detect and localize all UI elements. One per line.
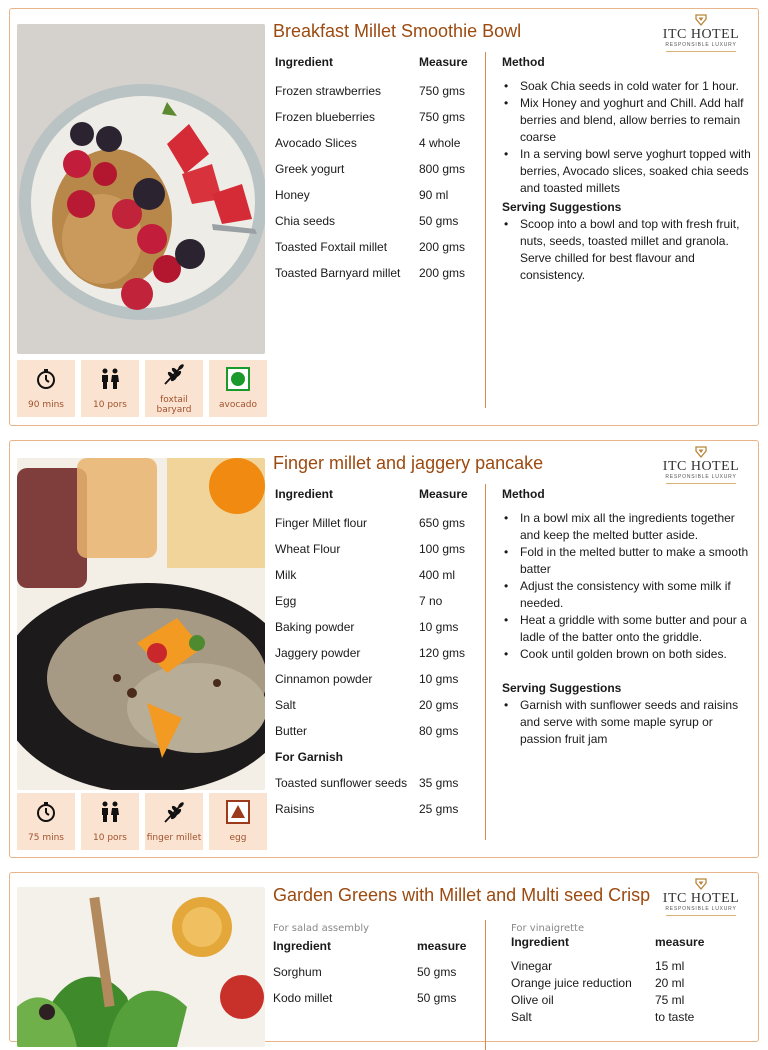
ingredient-row <box>275 536 485 562</box>
badge <box>209 360 267 417</box>
ingredient-measure: 80 gms <box>419 724 459 738</box>
ingredient-measure: 100 gms <box>419 542 466 556</box>
ingredient-row <box>511 974 751 991</box>
method-header: Method <box>502 54 545 69</box>
recipe-title: Finger millet and jaggery pancake <box>273 453 544 473</box>
ingredient-name: Finger Millet flour <box>275 516 368 530</box>
ingredient-row <box>275 208 485 234</box>
serving-list <box>502 697 752 748</box>
badge-label: 90 mins <box>28 400 64 410</box>
column-divider <box>485 484 486 840</box>
method-header: Method <box>502 486 545 501</box>
ingredient-measure: 120 gms <box>419 646 466 660</box>
ingredient-name: Kodo millet <box>273 991 333 1005</box>
ingredient-table <box>275 484 485 822</box>
serving-header: Serving Suggestions <box>502 200 622 214</box>
ingredient-row <box>275 130 485 156</box>
ingredient-row <box>275 234 485 260</box>
itc-hotel-logo <box>656 878 746 916</box>
ingredient-measure: 10 gms <box>419 672 459 686</box>
ingredient-row <box>275 718 485 744</box>
column-divider <box>485 52 486 408</box>
ingredient-measure: 20 ml <box>655 975 685 990</box>
ingredient-measure: 50 gms <box>417 965 457 979</box>
method-step: • Adjust the consistency with some milk if needed. <box>502 578 752 612</box>
logo-tagline: RESPONSIBLE LUXURY <box>665 42 737 48</box>
method-step: • Cook until golden brown on both sides. <box>502 646 752 663</box>
veg-mark-icon <box>226 367 250 400</box>
method-step: • Soak Chia seeds in cold water for 1 hour. <box>502 78 752 95</box>
ingredient-table-header <box>275 52 485 72</box>
badge-row <box>17 360 267 417</box>
badge <box>209 793 267 850</box>
logo-name: ITC HOTEL <box>662 891 740 906</box>
people-icon <box>98 367 122 400</box>
logo-name: ITC HOTEL <box>662 27 740 42</box>
ingredient-name: Avocado Slices <box>275 136 357 150</box>
ingredient-name: Frozen blueberries <box>275 110 376 124</box>
badge-label: foxtail baryard <box>156 395 192 415</box>
grain-icon <box>162 362 186 395</box>
ingredient-row <box>275 640 485 666</box>
badge-label: 75 mins <box>28 833 64 843</box>
recipe-title: Breakfast Millet Smoothie Bowl <box>273 21 522 41</box>
ingredient-name: Cinnamon powder <box>275 672 373 686</box>
ingredient-row <box>275 666 485 692</box>
vinaigrette-table-header <box>511 933 751 951</box>
ingredient-measure: 200 gms <box>419 240 466 254</box>
pancake-photo <box>17 458 265 790</box>
grain-icon <box>162 800 186 833</box>
ingredient-header: Ingredient <box>273 939 332 953</box>
ingredient-measure: 50 gms <box>419 214 459 228</box>
measure-header: Measure <box>419 55 468 69</box>
ingredient-name: Chia seeds <box>275 214 336 228</box>
badge-label: 10 pors <box>93 400 127 410</box>
measure-header: measure <box>655 935 705 949</box>
salad-caption: For salad assembly <box>273 923 370 934</box>
column-divider <box>485 920 486 1050</box>
badge <box>81 360 139 417</box>
ingredient-measure: 4 whole <box>419 136 461 150</box>
garnish-row <box>275 796 485 822</box>
nonveg-mark-icon <box>226 800 250 833</box>
ingredient-measure: 750 gms <box>419 84 466 98</box>
ingredient-measure: 25 gms <box>419 802 459 816</box>
ingredient-measure: 15 ml <box>655 958 685 973</box>
garnish-header-row <box>275 744 485 770</box>
method-step: • Mix Honey and yoghurt and Chill. Add half berries and blend, allow berries to remain coarse <box>502 95 752 146</box>
method-step: • In a bowl mix all the ingredients together and keep the melted butter aside. <box>502 510 752 544</box>
ingredient-name: Wheat Flour <box>275 542 341 556</box>
people-icon <box>98 800 122 833</box>
vinaigrette-table <box>511 923 751 1025</box>
ingredient-row <box>275 588 485 614</box>
serving-header: Serving Suggestions <box>502 681 622 695</box>
itc-hotel-logo <box>656 14 746 52</box>
method-step: • Fold in the melted butter to make a smooth batter <box>502 544 752 578</box>
salad-table-header <box>273 937 478 955</box>
timer-icon <box>34 367 58 400</box>
ingredient-name: Raisins <box>275 802 315 816</box>
method-section <box>502 52 752 284</box>
recipe-card-pancake <box>9 440 759 858</box>
badge <box>145 793 203 850</box>
ingredient-header: Ingredient <box>275 55 334 69</box>
ingredient-row <box>275 156 485 182</box>
ingredient-measure: 800 gms <box>419 162 466 176</box>
ingredient-measure: 20 gms <box>419 698 459 712</box>
ingredient-row <box>273 959 478 985</box>
logo-mark-icon <box>695 446 707 458</box>
ingredient-name: Sorghum <box>273 965 322 979</box>
ingredient-row <box>275 104 485 130</box>
ingredient-row <box>275 692 485 718</box>
ingredient-name: Orange juice reduction <box>511 975 632 990</box>
ingredient-measure: to taste <box>655 1009 695 1024</box>
badge <box>81 793 139 850</box>
serving-list <box>502 216 752 284</box>
ingredient-measure: 35 gms <box>419 776 459 790</box>
itc-hotel-logo <box>656 446 746 484</box>
ingredient-row <box>511 1008 751 1025</box>
ingredient-header: Ingredient <box>511 935 570 949</box>
ingredient-row <box>511 991 751 1008</box>
badge <box>145 360 203 417</box>
badge <box>17 360 75 417</box>
ingredient-measure: 10 gms <box>419 620 459 634</box>
ingredient-row <box>275 562 485 588</box>
ingredient-measure: 650 gms <box>419 516 466 530</box>
serving-item: • Scoop into a bowl and top with fresh fruit, nuts, seeds, toasted millet and granola. Serve chilled for best flavour and consistency. <box>502 216 752 284</box>
recipe-title: Garden Greens with Millet and Multi seed Crisp <box>273 885 651 905</box>
measure-header: measure <box>417 939 467 953</box>
ingredient-row <box>273 985 478 1011</box>
badge <box>17 793 75 850</box>
badge-row <box>17 793 267 850</box>
ingredient-row <box>275 614 485 640</box>
logo-rule <box>666 915 736 916</box>
method-step: • In a serving bowl serve yoghurt topped with berries, Avocado slices, soaked chia seeds and toasted millets <box>502 146 752 197</box>
ingredient-name: Baking powder <box>275 620 355 634</box>
recipe-card-garden-greens <box>9 872 759 1042</box>
garnish-row <box>275 770 485 796</box>
ingredient-table-header <box>275 484 485 504</box>
recipe-card-smoothie-bowl <box>9 8 759 426</box>
method-section <box>502 484 752 748</box>
ingredient-name: Vinegar <box>511 958 553 973</box>
measure-header: Measure <box>419 487 468 501</box>
ingredient-row <box>275 78 485 104</box>
ingredient-measure: 75 ml <box>655 992 685 1007</box>
badge-label: avocado <box>218 400 258 410</box>
ingredient-name: Toasted sunflower seeds <box>275 776 408 790</box>
vinaigrette-caption: For vinaigrette <box>511 923 585 934</box>
ingredient-measure: 7 no <box>419 594 443 608</box>
ingredient-row <box>275 182 485 208</box>
method-step: • Heat a griddle with some butter and pour a ladle of the batter onto the griddle. <box>502 612 752 646</box>
garnish-header: For Garnish <box>275 750 344 764</box>
method-list <box>502 510 752 663</box>
ingredient-measure: 200 gms <box>419 266 466 280</box>
logo-mark-icon <box>695 878 707 890</box>
garden-greens-photo <box>17 887 265 1047</box>
ingredient-name: Salt <box>511 1009 532 1024</box>
ingredient-name: Toasted Barnyard millet <box>275 266 401 280</box>
ingredient-name: Greek yogurt <box>275 162 345 176</box>
badge-label: 10 pors <box>93 833 127 843</box>
ingredient-row <box>275 510 485 536</box>
badge-label: finger millet <box>146 833 202 843</box>
logo-name: ITC HOTEL <box>662 459 740 474</box>
smoothie-bowl-photo <box>17 24 265 354</box>
ingredient-name: Salt <box>275 698 296 712</box>
ingredient-name: Egg <box>275 594 297 608</box>
serving-item: • Garnish with sunflower seeds and raisins and serve with some maple syrup or passion fruit jam <box>502 697 752 748</box>
ingredient-name: Honey <box>275 188 310 202</box>
ingredient-header: Ingredient <box>275 487 334 501</box>
ingredient-row <box>275 260 485 286</box>
ingredient-name: Jaggery powder <box>275 646 361 660</box>
timer-icon <box>34 800 58 833</box>
ingredient-measure: 90 ml <box>419 188 449 202</box>
method-list <box>502 78 752 197</box>
logo-tagline: RESPONSIBLE LUXURY <box>665 906 737 912</box>
ingredient-table <box>275 52 485 286</box>
ingredient-name: Frozen strawberries <box>275 84 382 98</box>
ingredient-measure: 50 gms <box>417 991 457 1005</box>
salad-ingredient-table <box>273 923 478 1011</box>
ingredient-row <box>511 957 751 974</box>
ingredient-measure: 400 ml <box>419 568 456 582</box>
ingredient-name: Toasted Foxtail millet <box>275 240 388 254</box>
logo-mark-icon <box>695 14 707 26</box>
ingredient-name: Olive oil <box>511 992 554 1007</box>
ingredient-name: Butter <box>275 724 308 738</box>
ingredient-name: Milk <box>275 568 297 582</box>
ingredient-measure: 750 gms <box>419 110 466 124</box>
logo-tagline: RESPONSIBLE LUXURY <box>665 474 737 480</box>
badge-label: egg <box>229 833 247 843</box>
